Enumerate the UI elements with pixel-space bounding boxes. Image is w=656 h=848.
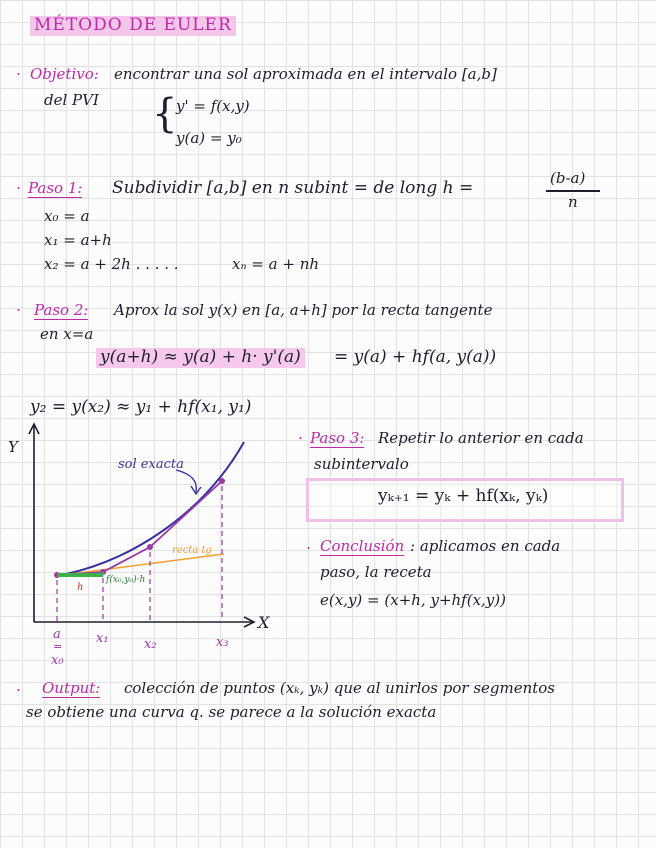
paso1-label: Paso 1: <box>28 179 83 197</box>
euler-point-3 <box>219 478 225 484</box>
bullet-paso2: · <box>16 301 21 319</box>
x1-def: x₁ = a+h <box>44 231 112 249</box>
tick-x0: x₀ <box>51 653 64 668</box>
paso3-label: Paso 3: <box>310 429 365 447</box>
tick-a: a <box>53 627 61 642</box>
paso2-line2: en x=a <box>40 325 94 343</box>
bullet-output: · <box>16 681 21 699</box>
output-label: Output: <box>42 679 101 697</box>
recurrence-formula: yₖ₊₁ = yₖ + hf(xₖ, yₖ) <box>378 486 549 506</box>
conclusion-line2: paso, la receta <box>320 563 432 581</box>
conclusion-formula: e(x,y) = (x+h, y+hf(x,y)) <box>320 591 506 609</box>
h-label: h <box>77 582 84 593</box>
bullet-paso3: · <box>298 429 303 447</box>
objetivo-line2: del PVI <box>44 91 99 109</box>
slope-label: f(x₀,y₀)·h <box>106 575 146 585</box>
paso1-text: Subdividir [a,b] en n subint = de long h = <box>112 178 474 198</box>
output-line2: se obtiene una curva q. se parece a la solución exacta <box>26 703 437 721</box>
output-text: colección de puntos (xₖ, yₖ) que al unirlos por segmentos <box>124 679 556 697</box>
objetivo-text: encontrar una sol aproximada en el intervalo [a,b] <box>114 65 497 83</box>
conclusion-label: Conclusión <box>320 537 405 555</box>
x0-def: x₀ = a <box>44 207 90 225</box>
bullet-conclusion: · <box>306 539 311 557</box>
x-axis-label: X <box>258 613 270 632</box>
pvi-equation-2: y(a) = y₀ <box>176 129 242 147</box>
tick-x1: x₁ <box>96 631 109 646</box>
x2-def: x₂ = a + 2h . . . . . <box>44 255 179 273</box>
paso2-formula-rest: = y(a) + hf(a, y(a)) <box>334 347 497 367</box>
brace-icon: { <box>152 91 178 137</box>
fraction-denominator: n <box>568 193 578 211</box>
tick-x3: x₃ <box>216 635 229 650</box>
y2-equation: y₂ = y(x₂) ≈ y₁ + hf(x₁, y₁) <box>30 397 252 417</box>
pvi-equation-1: y' = f(x,y) <box>176 97 250 115</box>
bullet-objetivo: · <box>16 65 21 83</box>
objetivo-label: Objetivo: <box>30 65 99 83</box>
conclusion-text: : aplicamos en cada <box>410 537 561 555</box>
euler-point-2 <box>147 544 153 550</box>
paso3-line2: subintervalo <box>314 455 409 473</box>
recta-tg-label: recta tg <box>172 545 212 556</box>
xn-def: xₙ = a + nh <box>232 255 320 273</box>
tick-x2: x₂ <box>144 637 157 652</box>
paso2-formula-highlight: y(a+h) ≈ y(a) + h· y'(a) <box>96 348 305 368</box>
paso2-text: Aprox la sol y(x) en [a, a+h] por la recta tangente <box>114 301 493 319</box>
euler-polygon <box>57 481 222 575</box>
page-title: MÉTODO DE EULER <box>30 16 236 36</box>
tick-eq: = <box>53 640 63 653</box>
y-axis-label: Y <box>8 438 18 456</box>
fraction-numerator: (b-a) <box>550 169 586 187</box>
sol-exacta-label: sol exacta <box>118 457 184 472</box>
paso2-label: Paso 2: <box>34 301 89 319</box>
paso3-text: Repetir lo anterior en cada <box>378 429 584 447</box>
bullet-paso1: · <box>16 179 21 197</box>
